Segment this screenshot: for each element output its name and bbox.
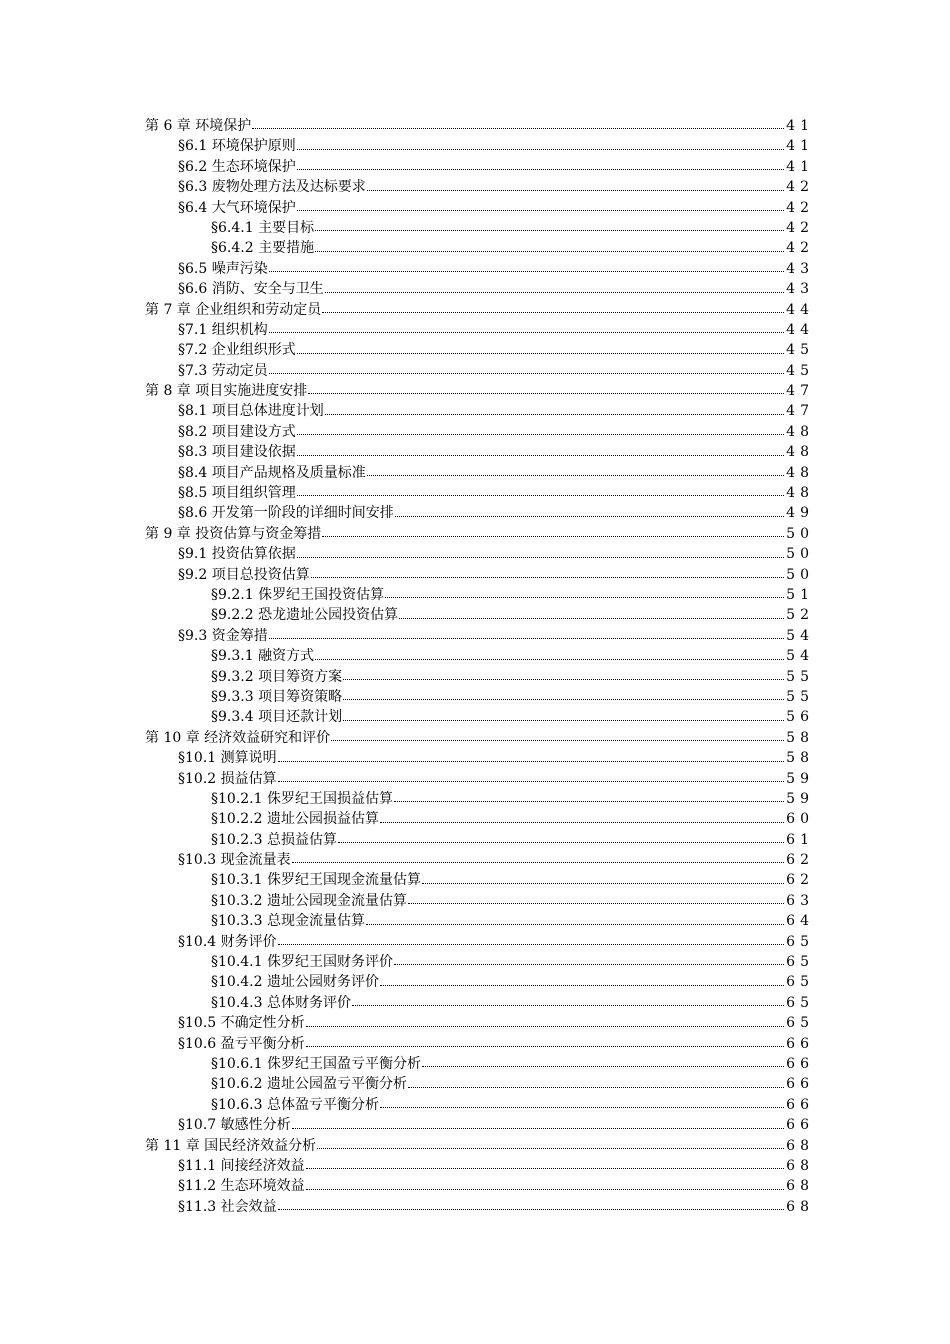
toc-entry[interactable]: [145, 769, 814, 789]
toc-leader-dots: [315, 659, 784, 660]
toc-entry-page-number: 58: [786, 750, 814, 767]
toc-entry-title: §10.4 财务评价: [178, 933, 277, 950]
toc-entry[interactable]: [145, 198, 814, 218]
toc-leader-dots: [306, 1046, 785, 1047]
toc-entry-page-number: 66: [786, 1076, 814, 1093]
toc-entry-title: §6.1 环境保护原则: [178, 138, 296, 155]
toc-leader-dots: [422, 1066, 784, 1067]
toc-entry[interactable]: [145, 1095, 814, 1115]
toc-entry[interactable]: [145, 136, 814, 156]
toc-entry[interactable]: [145, 870, 814, 890]
toc-entry-page-number: 54: [786, 627, 814, 644]
toc-entry[interactable]: [145, 687, 814, 707]
toc-entry-title: §8.2 项目建设方式: [178, 423, 296, 440]
toc-entry-title: §10.6.2 遗址公园盈亏平衡分析: [211, 1076, 407, 1093]
toc-entry-page-number: 65: [786, 954, 814, 971]
toc-entry-page-number: 48: [786, 464, 814, 481]
toc-entry-page-number: 68: [786, 1137, 814, 1154]
toc-leader-dots: [343, 679, 784, 680]
toc-entry[interactable]: [145, 1156, 814, 1176]
toc-entry[interactable]: [145, 932, 814, 952]
toc-entry-page-number: 61: [786, 831, 814, 848]
toc-entry-title: 第 7 章 企业组织和劳动定员: [145, 301, 322, 318]
toc-entry-page-number: 41: [786, 158, 814, 175]
toc-entry-page-number: 43: [786, 260, 814, 277]
toc-leader-dots: [297, 434, 784, 435]
toc-entry-page-number: 59: [786, 790, 814, 807]
toc-leader-dots: [422, 883, 784, 884]
toc-entry-title: §9.1 投资估算依据: [178, 546, 296, 563]
toc-entry-page-number: 48: [786, 423, 814, 440]
toc-entry-title: 第 8 章 项目实施进度安排: [145, 383, 308, 400]
toc-entry[interactable]: [145, 401, 814, 421]
toc-leader-dots: [278, 761, 785, 762]
toc-entry-page-number: 68: [786, 1198, 814, 1215]
toc-entry-page-number: 66: [786, 1117, 814, 1134]
toc-entry[interactable]: [145, 483, 814, 503]
toc-entry-page-number: 50: [786, 525, 814, 542]
toc-entry[interactable]: [145, 238, 814, 258]
toc-entry-title: §9.2.1 侏罗纪王国投资估算: [211, 586, 385, 603]
toc-leader-dots: [408, 1087, 784, 1088]
toc-leader-dots: [343, 699, 784, 700]
toc-entry[interactable]: [145, 300, 814, 320]
toc-entry-title: §10.4.2 遗址公园财务评价: [211, 974, 379, 991]
toc-entry-page-number: 65: [786, 994, 814, 1011]
toc-leader-dots: [297, 557, 784, 558]
toc-entry[interactable]: [145, 1013, 814, 1033]
toc-entry-title: §8.4 项目产品规格及质量标准: [178, 464, 366, 481]
toc-entry-page-number: 55: [786, 668, 814, 685]
toc-entry[interactable]: [145, 565, 814, 585]
toc-entry-title: §10.6.1 侏罗纪王国盈亏平衡分析: [211, 1055, 421, 1072]
toc-entry-title: §10.4.1 侏罗纪王国财务评价: [211, 954, 393, 971]
toc-entry-title: §7.1 组织机构: [178, 321, 268, 338]
toc-leader-dots: [315, 230, 784, 231]
toc-entry-page-number: 44: [786, 321, 814, 338]
toc-entry-page-number: 65: [786, 974, 814, 991]
toc-leader-dots: [278, 781, 785, 782]
toc-entry[interactable]: [145, 279, 814, 299]
toc-leader-dots: [385, 597, 784, 598]
toc-entry-title: §6.4.2 主要措施: [211, 240, 315, 257]
toc-entry[interactable]: [145, 585, 814, 605]
toc-entry[interactable]: [145, 748, 814, 768]
toc-entry[interactable]: [145, 1115, 814, 1135]
toc-entry-page-number: 55: [786, 688, 814, 705]
toc-entry-page-number: 54: [786, 648, 814, 665]
toc-entry-page-number: 47: [786, 383, 814, 400]
toc-entry-title: §10.3.3 总现金流量估算: [211, 913, 365, 930]
toc-entry-page-number: 52: [786, 607, 814, 624]
toc-leader-dots: [380, 985, 784, 986]
toc-entry-page-number: 51: [786, 586, 814, 603]
toc-entry-title: §10.4.3 总体财务评价: [211, 994, 351, 1011]
toc-entry-title: §10.3.1 侏罗纪王国现金流量估算: [211, 872, 421, 889]
toc-leader-dots: [322, 536, 784, 537]
toc-leader-dots: [306, 1168, 785, 1169]
toc-leader-dots: [380, 1107, 784, 1108]
toc-leader-dots: [325, 414, 784, 415]
toc-entry[interactable]: [145, 1136, 814, 1156]
toc-leader-dots: [325, 292, 784, 293]
toc-leader-dots: [297, 455, 784, 456]
toc-leader-dots: [269, 638, 784, 639]
toc-entry-title: §10.6.3 总体盈亏平衡分析: [211, 1096, 379, 1113]
toc-entry-title: §8.3 项目建设依据: [178, 444, 296, 461]
toc-leader-dots: [297, 495, 784, 496]
toc-entry-title: §9.3.3 项目筹资策略: [211, 688, 343, 705]
toc-entry-title: §6.4.1 主要目标: [211, 219, 315, 236]
toc-entry[interactable]: [145, 728, 814, 748]
toc-entry-title: §10.2.1 侏罗纪王国损益估算: [211, 790, 393, 807]
toc-entry-title: §10.6 盈亏平衡分析: [178, 1035, 305, 1052]
toc-entry-page-number: 66: [786, 1035, 814, 1052]
toc-leader-dots: [352, 1005, 784, 1006]
toc-entry-page-number: 65: [786, 1015, 814, 1032]
toc-entry-page-number: 41: [786, 118, 814, 134]
toc-entry-page-number: 56: [786, 709, 814, 726]
toc-entry[interactable]: [145, 463, 814, 483]
toc-entry[interactable]: [145, 544, 814, 564]
toc-entry[interactable]: [145, 626, 814, 646]
toc-entry-page-number: 66: [786, 1096, 814, 1113]
toc-entry-page-number: 44: [786, 301, 814, 318]
toc-leader-dots: [367, 190, 784, 191]
toc-entry[interactable]: [145, 809, 814, 829]
toc-entry-title: §10.3.2 遗址公园现金流量估算: [211, 892, 407, 909]
toc-entry-title: §9.2.2 恐龙遗址公园投资估算: [211, 607, 399, 624]
toc-leader-dots: [292, 862, 785, 863]
toc-entry[interactable]: [145, 830, 814, 850]
toc-leader-dots: [394, 964, 784, 965]
toc-entry-title: 第 6 章 环境保护: [145, 118, 252, 134]
toc-entry-page-number: 50: [786, 546, 814, 563]
toc-leader-dots: [297, 149, 784, 150]
toc-leader-dots: [297, 210, 784, 211]
toc-leader-dots: [367, 475, 784, 476]
toc-entry-title: §9.3.1 融资方式: [211, 648, 315, 665]
toc-entry[interactable]: [145, 361, 814, 381]
toc-entry[interactable]: [145, 340, 814, 360]
toc-leader-dots: [311, 577, 784, 578]
toc-entry-title: §9.3.4 项目还款计划: [211, 709, 343, 726]
toc-entry-page-number: 62: [786, 872, 814, 889]
toc-entry[interactable]: [145, 667, 814, 687]
toc-entry-page-number: 48: [786, 444, 814, 461]
toc-leader-dots: [331, 740, 784, 741]
toc-entry[interactable]: [145, 911, 814, 931]
toc-leader-dots: [408, 903, 784, 904]
toc-entry-title: §11.2 生态环境效益: [178, 1178, 305, 1195]
toc-leader-dots: [395, 516, 784, 517]
toc-leader-dots: [366, 924, 784, 925]
toc-entry-page-number: 64: [786, 913, 814, 930]
toc-leader-dots: [269, 373, 784, 374]
toc-leader-dots: [343, 720, 784, 721]
toc-entry-title: §6.4 大气环境保护: [178, 199, 296, 216]
toc-entry-page-number: 65: [786, 933, 814, 950]
toc-entry-title: §6.2 生态环境保护: [178, 158, 296, 175]
toc-entry-title: 第 11 章 国民经济效益分析: [145, 1137, 317, 1154]
toc-entry[interactable]: [145, 381, 814, 401]
toc-entry-title: §10.2 损益估算: [178, 770, 277, 787]
toc-entry[interactable]: [145, 891, 814, 911]
toc-entry[interactable]: [145, 157, 814, 177]
toc-entry[interactable]: [145, 1176, 814, 1196]
toc-entry-title: §10.5 不确定性分析: [178, 1015, 305, 1032]
toc-entry-title: §11.3 社会效益: [178, 1198, 277, 1215]
toc-entry-title: §10.1 测算说明: [178, 750, 277, 767]
toc-entry[interactable]: [145, 850, 814, 870]
toc-entry-title: §7.3 劳动定员: [178, 362, 268, 379]
toc-entry[interactable]: [145, 422, 814, 442]
toc-leader-dots: [269, 271, 784, 272]
toc-entry-title: §8.6 开发第一阶段的详细时间安排: [178, 505, 394, 522]
toc-entry-title: §9.3.2 项目筹资方案: [211, 668, 343, 685]
table-of-contents: [145, 116, 814, 1217]
toc-entry[interactable]: [145, 1054, 814, 1074]
toc-leader-dots: [278, 1209, 785, 1210]
toc-entry-page-number: 42: [786, 179, 814, 196]
toc-entry[interactable]: [145, 1197, 814, 1217]
toc-entry-page-number: 63: [786, 892, 814, 909]
toc-entry[interactable]: [145, 177, 814, 197]
toc-entry[interactable]: [145, 116, 814, 136]
toc-leader-dots: [297, 169, 784, 170]
toc-leader-dots: [306, 1189, 785, 1190]
toc-entry-page-number: 45: [786, 342, 814, 359]
toc-entry-title: §8.1 项目总体进度计划: [178, 403, 324, 420]
toc-leader-dots: [315, 251, 784, 252]
toc-entry-page-number: 58: [786, 729, 814, 746]
toc-entry-page-number: 42: [786, 219, 814, 236]
toc-entry[interactable]: [145, 524, 814, 544]
toc-entry-page-number: 68: [786, 1178, 814, 1195]
toc-leader-dots: [380, 822, 784, 823]
toc-entry[interactable]: [145, 605, 814, 625]
toc-entry[interactable]: [145, 1074, 814, 1094]
toc-leader-dots: [338, 842, 784, 843]
toc-entry-page-number: 66: [786, 1055, 814, 1072]
toc-entry-title: §6.5 噪声污染: [178, 260, 268, 277]
toc-entry-title: 第 10 章 经济效益研究和评价: [145, 729, 331, 746]
toc-entry-title: §10.2.2 遗址公园损益估算: [211, 811, 379, 828]
toc-leader-dots: [322, 312, 784, 313]
toc-entry-page-number: 45: [786, 362, 814, 379]
toc-entry-title: §7.2 企业组织形式: [178, 342, 296, 359]
toc-leader-dots: [252, 128, 784, 129]
toc-entry[interactable]: [145, 646, 814, 666]
toc-entry-page-number: 42: [786, 240, 814, 257]
toc-leader-dots: [308, 393, 784, 394]
toc-entry-page-number: 43: [786, 281, 814, 298]
toc-entry[interactable]: [145, 707, 814, 727]
toc-leader-dots: [317, 1148, 784, 1149]
toc-leader-dots: [297, 353, 784, 354]
toc-leader-dots: [269, 332, 784, 333]
toc-entry-title: §10.2.3 总损益估算: [211, 831, 337, 848]
toc-entry-page-number: 48: [786, 485, 814, 502]
toc-entry[interactable]: [145, 320, 814, 340]
toc-entry-title: §11.1 间接经济效益: [178, 1157, 305, 1174]
toc-leader-dots: [306, 1026, 785, 1027]
toc-entry-title: 第 9 章 投资估算与资金筹措: [145, 525, 322, 542]
toc-entry-page-number: 42: [786, 199, 814, 216]
toc-entry[interactable]: [145, 993, 814, 1013]
toc-entry-title: §6.3 废物处理方法及达标要求: [178, 179, 366, 196]
toc-entry-page-number: 68: [786, 1157, 814, 1174]
toc-entry-title: §9.2 项目总投资估算: [178, 566, 310, 583]
toc-entry[interactable]: [145, 259, 814, 279]
toc-entry-title: §9.3 资金筹措: [178, 627, 268, 644]
toc-entry[interactable]: [145, 952, 814, 972]
toc-entry[interactable]: [145, 503, 814, 523]
toc-entry[interactable]: [145, 442, 814, 462]
toc-leader-dots: [278, 944, 785, 945]
toc-leader-dots: [394, 801, 784, 802]
toc-entry[interactable]: [145, 1034, 814, 1054]
toc-leader-dots: [292, 1128, 785, 1129]
toc-entry-page-number: 59: [786, 770, 814, 787]
toc-entry-page-number: 50: [786, 566, 814, 583]
toc-entry-page-number: 47: [786, 403, 814, 420]
toc-entry-page-number: 49: [786, 505, 814, 522]
toc-entry-title: §6.6 消防、安全与卫生: [178, 281, 324, 298]
toc-entry-page-number: 60: [786, 811, 814, 828]
toc-entry-title: §10.3 现金流量表: [178, 852, 291, 869]
toc-entry-title: §8.5 项目组织管理: [178, 485, 296, 502]
toc-entry[interactable]: [145, 789, 814, 809]
toc-leader-dots: [399, 618, 784, 619]
toc-entry-title: §10.7 敏感性分析: [178, 1117, 291, 1134]
toc-entry-page-number: 62: [786, 852, 814, 869]
toc-entry[interactable]: [145, 218, 814, 238]
toc-entry[interactable]: [145, 972, 814, 992]
toc-entry-page-number: 41: [786, 138, 814, 155]
